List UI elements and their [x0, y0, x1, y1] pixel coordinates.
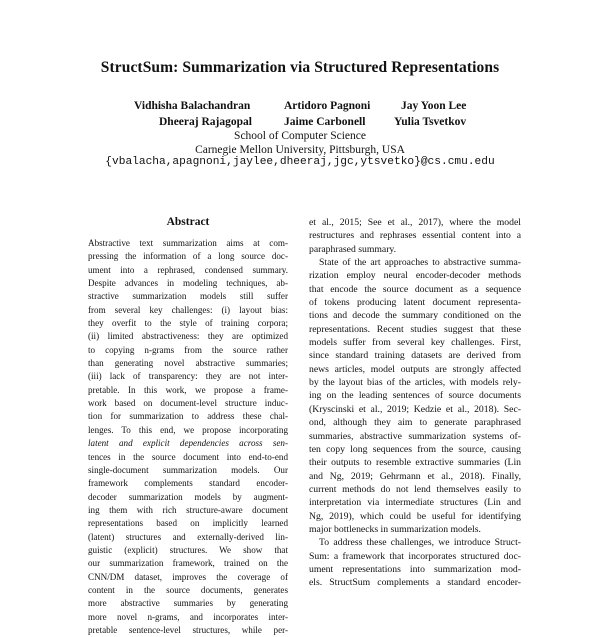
abstract-line: work based on document-level structure induc-: [88, 398, 288, 409]
body-line: paraphrased summary.: [309, 243, 397, 255]
body-line: models suffer from several key challenges. First,: [309, 337, 521, 349]
author-name: Jay Yoon Lee: [401, 100, 467, 112]
author-emails: {vbalacha,apagnoni,jaylee,dheeraj,jgc,ytsvetko}@cs.cmu.edu: [105, 156, 495, 168]
body-line: of tokens producing latent document representa-: [309, 297, 521, 309]
abstract-line: tion for summarization to address these chal-: [88, 411, 288, 422]
abstract-line: from several key challenges: (i) layout bias:: [88, 304, 288, 315]
abstract-line: representations based on implicitly learned: [88, 518, 288, 529]
abstract-line: guistic (explicit) structures. We show that: [88, 544, 288, 555]
body-line: news articles, model outputs are strongly affected: [309, 363, 521, 375]
abstract-line: (iii) lack of transparency: they are not inter-: [88, 371, 288, 382]
body-line: ten copy long sequences from the source, causing: [309, 443, 521, 455]
affiliation-university: Carnegie Mellon University, Pittsburgh, USA: [195, 144, 405, 156]
body-line: major bottlenecks in summarization models.: [309, 523, 481, 535]
body-line: by the layout bias of the articles, with models rely-: [309, 377, 521, 389]
body-line: since standard training datasets are derived from: [309, 350, 521, 362]
body-line: restructures and rephrases essential content into a: [309, 230, 521, 242]
abstract-line: ing them with rich structure-aware document: [88, 504, 288, 515]
author-name: Artidoro Pagnoni: [284, 100, 371, 112]
abstract-line: latent and explicit dependencies across sen-: [88, 438, 288, 449]
body-line: and Ng, 2019; Gehrmann et al., 2018). Finally,: [309, 470, 521, 482]
author-name: Dheeraj Rajagopal: [159, 116, 252, 128]
abstract-line: to copying n-grams from the source rather: [88, 344, 288, 355]
abstract-line: single-document summarization models. Our: [88, 464, 288, 475]
paper-title: StructSum: Summarization via Structured Representations: [100, 59, 500, 76]
body-line: ond, although they aim to generate paraphrased: [309, 417, 521, 429]
body-line: representations. Recent studies suggest that these: [309, 323, 521, 335]
abstract-line: CNN/DM dataset, improves the coverage of: [88, 571, 288, 582]
abstract-line: stractive summarization models still suffer: [88, 291, 288, 302]
abstract-line: Despite advances in modeling techniques, ab-: [88, 278, 288, 289]
abstract-line: they overfit to the style of training corpora;: [88, 318, 288, 329]
abstract-line: content in the source documents, generates: [88, 584, 288, 595]
body-line: els. StructSum complements a standard encoder-: [309, 577, 521, 589]
author-name: Vidhisha Balachandran: [134, 100, 251, 112]
abstract-line: pretable sentence-level structures, while per-: [88, 624, 288, 635]
author-name: Jaime Carbonell: [284, 116, 366, 128]
body-line: (Kryscinski et al., 2019; Kedzie et al., 2018). Sec-: [309, 403, 521, 415]
body-line: rization employ neural encoder-decoder methods: [309, 270, 521, 282]
body-line: their outputs to resemble extractive summaries (Lin: [309, 457, 521, 469]
abstract-line: lenges. To this end, we propose incorporating: [88, 424, 288, 435]
body-line: that encode the source document as a sequence: [309, 283, 521, 295]
author-name: Yulia Tsvetkov: [394, 116, 467, 128]
abstract-line: (latent) structures and externally-derived lin-: [88, 531, 288, 542]
abstract-line: our summarization framework, trained on the: [88, 558, 288, 569]
body-line: current methods do not lend themselves easily to: [309, 483, 521, 495]
body-line: Ng, 2019), which could be useful for identifying: [309, 510, 521, 522]
abstract-line: pressing the information of a long source doc-: [88, 251, 288, 262]
body-line: summaries, abstractive summarization systems of-: [309, 430, 521, 442]
abstract-line: decoder summarization models by augment-: [88, 491, 288, 502]
body-line: ing on the leading sentences of source documents: [309, 390, 521, 402]
body-line: interpretation via intermediate structures (Lin and: [309, 497, 521, 509]
abstract-line: than generating novel abstractive summaries;: [88, 358, 288, 369]
abstract-line: (ii) limited abstractiveness: they are optimized: [88, 331, 288, 342]
abstract-line: more abstractive summaries by generating: [88, 598, 288, 609]
introduction-body: [309, 216, 521, 590]
body-line: tions and decode the summary conditioned on the: [309, 310, 521, 322]
abstract-line: Abstractive text summarization aims at com-: [88, 238, 288, 248]
body-line: State of the art approaches to abstractive summa-: [319, 257, 521, 269]
body-line: To address these challenges, we introduce Struct-: [319, 537, 521, 549]
affiliation-school: School of Computer Science: [234, 130, 366, 142]
abstract-heading: Abstract: [166, 216, 210, 228]
abstract-line: tences in the source document into end-to-end: [88, 451, 288, 462]
body-line: ument representations into summarization mod-: [309, 563, 521, 575]
abstract-line: framework complements standard encoder-: [88, 478, 288, 489]
abstract-line: pretable. In this work, we propose a frame-: [88, 384, 288, 395]
abstract-line: ument into a rephrased, condensed summary.: [88, 264, 288, 275]
abstract-body: [88, 237, 288, 637]
body-line: Sum: a framework that incorporates structured doc-: [309, 550, 521, 562]
body-line: et al., 2015; See et al., 2017), where the model: [309, 217, 521, 228]
abstract-line: more novel n-grams, and incorporates inter-: [88, 611, 288, 622]
